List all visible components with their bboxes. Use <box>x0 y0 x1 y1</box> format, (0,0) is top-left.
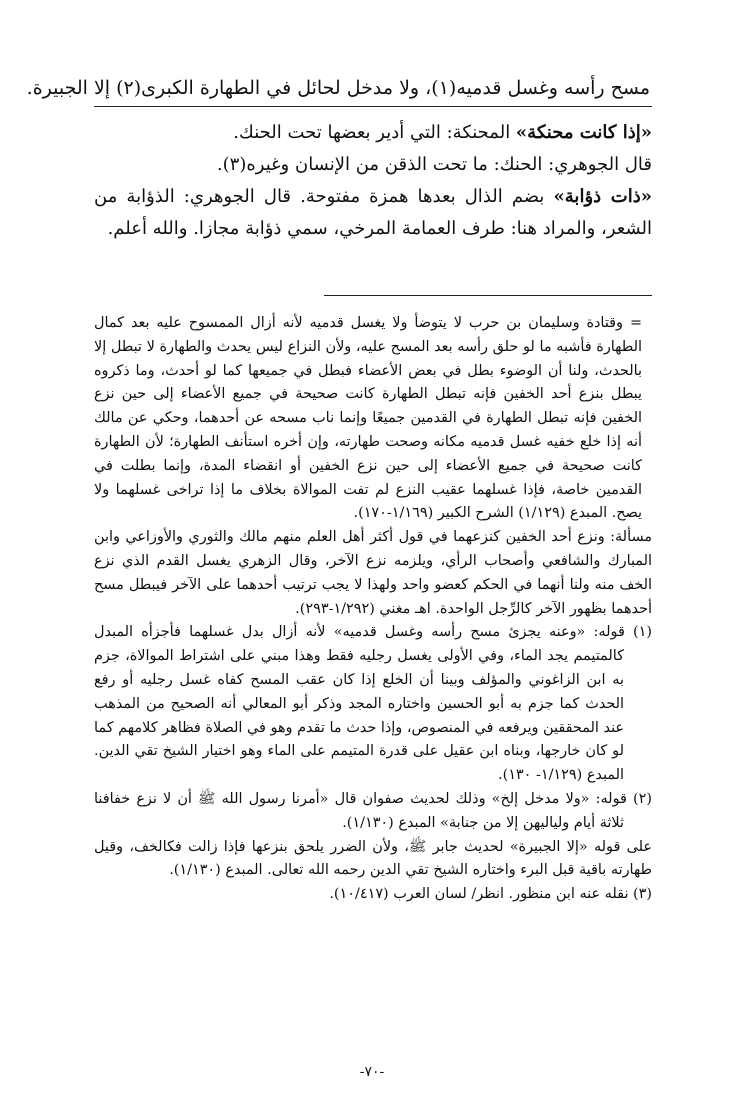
paragraph-mohannaka <box>94 117 652 149</box>
footnotes <box>94 312 652 907</box>
main-text <box>94 117 652 245</box>
footnote-masala: مسألة: ونزع أحد الخفين كنزعهما في قول أكثر أهل العلم منهم مالك والثوري والأوزاعي وابن المبارك والشافعي وأصحاب الرأي، ويلزمه نزع الآخر، وقال الزهري يغسل القدم الذي نزع الخف منه ولنا أنهما في الحكم كعضو واحد ولهذا لا يجب ترتيب أحدهما على الآخر فيبطل مسح أحدهما بظهور الآخر كالرِّجل الواحدة. اهـ مغني (١/٢٩٢-٢٩٣). <box>94 529 652 617</box>
footnote-3: (٣) نقله عنه ابن منظور. انظر/ لسان العرب (١٠/٤١٧). <box>329 886 652 903</box>
paragraph-text: بضم الذال بعدها همزة مفتوحة. قال الجوهري: الذؤابة من الشعر، والمراد هنا: طرف العمامة المرخي، سمي ذؤابة مجازا. والله أعلم. <box>94 186 652 239</box>
footnote-2: (٢) قوله: «ولا مدخل إلخ» وذلك لحديث صفوان قال «أمرنا رسول الله ﷺ أن لا نزع خفافنا ثلاثة أيام ولياليهن إلا من جنابة» المبدع (١/١٣٠). <box>94 790 652 831</box>
footnote-rule <box>324 295 652 296</box>
keyword: «ذات ذؤابة» <box>553 186 652 207</box>
paragraph-text: المحنكة: التي أدير بعضها تحت الحنك. <box>233 122 516 143</box>
paragraph-dhuaba <box>94 181 652 245</box>
page-number: -٧٠- <box>359 1064 385 1080</box>
paragraph-jawhari: قال الجوهري: الحنك: ما تحت الذقن من الإنسان وغيره(٣). <box>216 154 652 175</box>
header-rule <box>94 106 652 107</box>
footnote-1: (١) قوله: «وعنه يجزئ مسح رأسه وغسل قدميه» لأنه أزال بدل غسلهما فأجزأه المبدل كالمتيمم يجد الماء، وفي الأولى يغسل رجليه فقط وهذا مبني على اشتراط الموالاة، جزم به ابن الزاغوني والمؤلف وبينا أن الخلع إذا كان عقب المسح كفاه غسل رجليه أو رفع الحدث كما جزم به أبو الحسين واختاره المجد وذكر أبو المعالي أنه الصحيح من المذهب عند المحققين ويرفعه في المنصوص، وإذا حدث ما تقدم وهو في الصلاة فظاهر كلامهم كما لو كان خارجها، وبناه ابن عقيل على قدرة المتيمم على الماء وهو اختيار الشيخ تقي الدين. المبدع (١/١٢٩- ١٣٠). <box>94 624 652 784</box>
footnote-2-continuation: على قوله «إلا الجبيرة» لحديث جابر ﷺ، ولأن الضرر يلحق بنزعها فإذا زالت فكالخف، وقيل طهارته باقية قبل البرء واختاره الشيخ تقي الدين رحمه الله تعالى. المبدع (١/١٣٠). <box>94 838 652 879</box>
keyword: «إذا كانت محنكة» <box>515 122 652 143</box>
running-head: مسح رأسه وغسل قدميه(١)، ولا مدخل لحائل في الطهارة الكبرى(٢) إلا الجبيرة. <box>26 77 650 99</box>
footnote-continuation: = وقتادة وسليمان بن حرب لا يتوضأ ولا يغسل قدميه لأنه أزال الممسوح عليه بعد كمال الطهارة فأشبه ما لو حلق رأسه بعد المسح عليه، ولأن النزاع ليس يحدث والطهارة لا تبطل إلا بالحدث، ولنا أن الوضوء بطل في بعض الأعضاء فبطل في جميعها كما لو أحدث، وما ذكروه يبطل بنزع أحد الخفين فإنه تبطل الطهارة كانت صحيحة في جميع الأعضاء إلى حين نزع الخفين فإنه تبطل الطهارة في القدمين جميعًا وإنما ناب مسحه عن أحدهما، وحكي عن مالك أنه إذا خلع خفيه غسل قدميه مكانه وصحت طهارته، وإن أخره استأنف الطهارة؛ لأن الطهارة كانت صحيحة في جميع الأعضاء إلى حين نزع الخفين أو انقضاء المدة، وإنما بطلت في القدمين خاصة، فإذا غسلهما عقيب النزع لم تفت الموالاة بخلاف ما إذا تراخى غسلهما ولا يصح. المبدع (١/١٢٩) الشرح الكبير (١/١٦٩-١٧٠). <box>94 315 643 522</box>
